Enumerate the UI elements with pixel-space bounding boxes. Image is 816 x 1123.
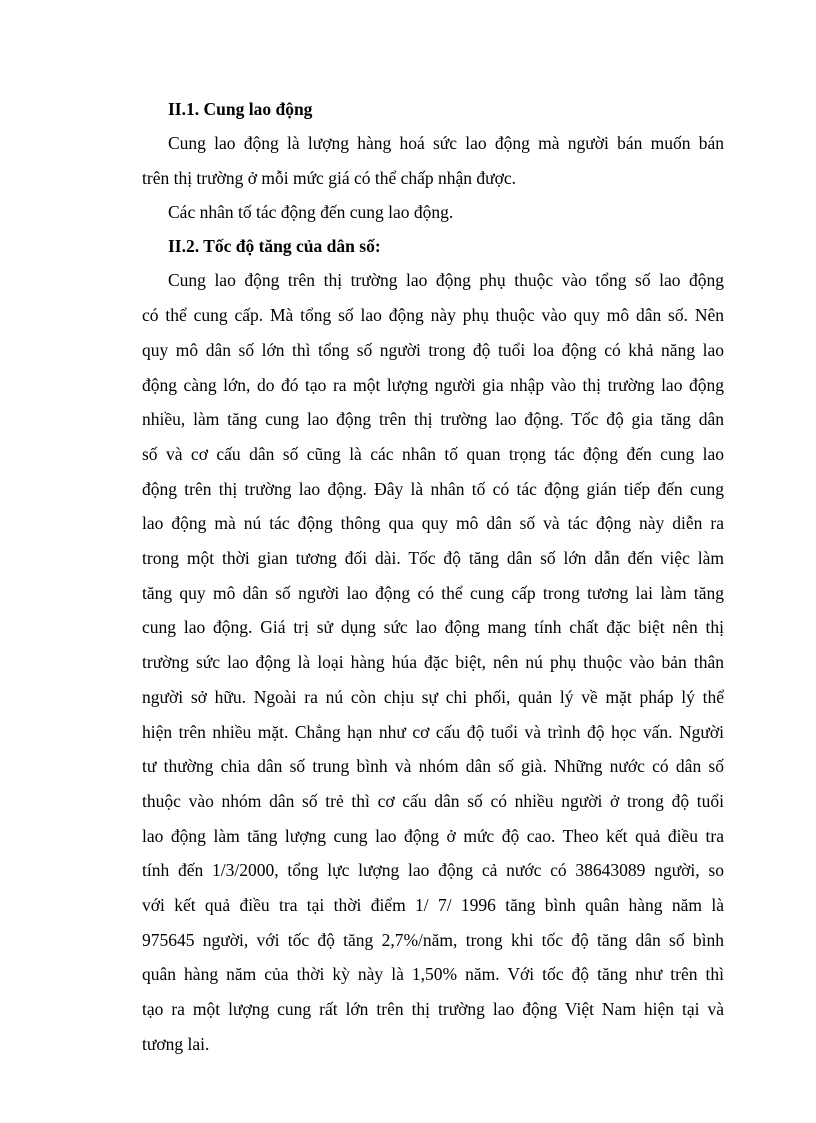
paragraph-line: người sở hữu. Ngoài ra nú còn chịu sự chi phối, quản lý về mặt pháp lý thể xyxy=(142,686,724,707)
paragraph-line: động trên thị trường lao động. Đây là nhân tố có tác động gián tiếp đến cung xyxy=(142,478,724,499)
paragraph-line: tạo ra một lượng cung rất lớn trên thị trường lao động Việt Nam hiện tại và xyxy=(142,999,724,1020)
section-heading-toc-do-tang-dan-so: II.2. Tốc độ tăng của dân số: xyxy=(168,236,381,257)
document-page xyxy=(142,92,724,1062)
paragraph-line: tính đến 1/3/2000, tổng lực lượng lao động cả nước có 38643089 người, so xyxy=(142,860,724,881)
body-paragraph xyxy=(142,263,724,1061)
paragraph-line: tăng quy mô dân số người lao động có thể cung cấp trong tương lai làm tăng xyxy=(142,582,724,603)
paragraph-line: trường sức lao động là loại hàng húa đặc biệt, nên nú phụ thuộc vào bản thân xyxy=(142,652,724,673)
paragraph-definition xyxy=(142,126,724,195)
paragraph-line: với kết quả điều tra tại thời điểm 1/ 7/ 1996 tăng bình quân hàng năm là xyxy=(142,895,724,916)
paragraph-line: trên thị trường ở mỗi mức giá có thể chấp nhận được. xyxy=(142,167,517,188)
paragraph-line: lao động mà nú tác động thông qua quy mô dân số và tác động này diễn ra xyxy=(142,513,724,534)
paragraph-line: Cung lao động trên thị trường lao động phụ thuộc vào tổng số lao động xyxy=(168,270,724,291)
paragraph-line: cung lao động. Giá trị sử dụng sức lao động mang tính chất đặc biệt nên thị xyxy=(142,617,724,638)
paragraph-factors: Các nhân tố tác động đến cung lao động. xyxy=(168,202,454,223)
paragraph-line: lao động làm tăng lượng cung lao động ở mức độ cao. Theo kết quả điều tra xyxy=(142,825,724,846)
paragraph-line: thuộc vào nhóm dân số trẻ thì cơ cấu dân số có nhiều người ở trong độ tuổi xyxy=(142,790,724,811)
paragraph-line: Cung lao động là lượng hàng hoá sức lao động mà người bán muốn bán xyxy=(168,133,724,153)
paragraph-line: 975645 người, với tốc độ tăng 2,7%/năm, trong khi tốc độ tăng dân số bình xyxy=(142,929,724,950)
paragraph-line: nhiều, làm tăng cung lao động trên thị trường lao động. Tốc độ gia tăng dân xyxy=(142,409,724,430)
paragraph-line: trong một thời gian tương đối dài. Tốc độ tăng dân số lớn dẫn đến việc làm xyxy=(142,548,724,569)
paragraph-line: động càng lớn, do đó tạo ra một lượng người gia nhập vào thị trường lao động xyxy=(142,374,724,395)
paragraph-line: có thể cung cấp. Mà tổng số lao động này phụ thuộc vào quy mô dân số. Nên xyxy=(142,305,724,326)
paragraph-line: quy mô dân số lớn thì tổng số người trong độ tuổi loa động có khả năng lao xyxy=(142,339,724,360)
paragraph-line: tương lai. xyxy=(142,1033,210,1054)
paragraph-line: tư thường chia dân số trung bình và nhóm dân số già. Những nước có dân số xyxy=(142,756,724,777)
paragraph-line: quân hàng năm của thời kỳ này là 1,50% năm. Với tốc độ tăng như trên thì xyxy=(142,964,724,985)
paragraph-line: hiện trên nhiều mặt. Chẳng hạn như cơ cấu độ tuổi và trình độ học vấn. Người xyxy=(142,721,724,742)
section-heading-cung-lao-dong: II.1. Cung lao động xyxy=(168,99,313,119)
paragraph-line: số và cơ cấu dân số cũng là các nhân tố quan trọng tác động đến cung lao xyxy=(142,443,724,464)
